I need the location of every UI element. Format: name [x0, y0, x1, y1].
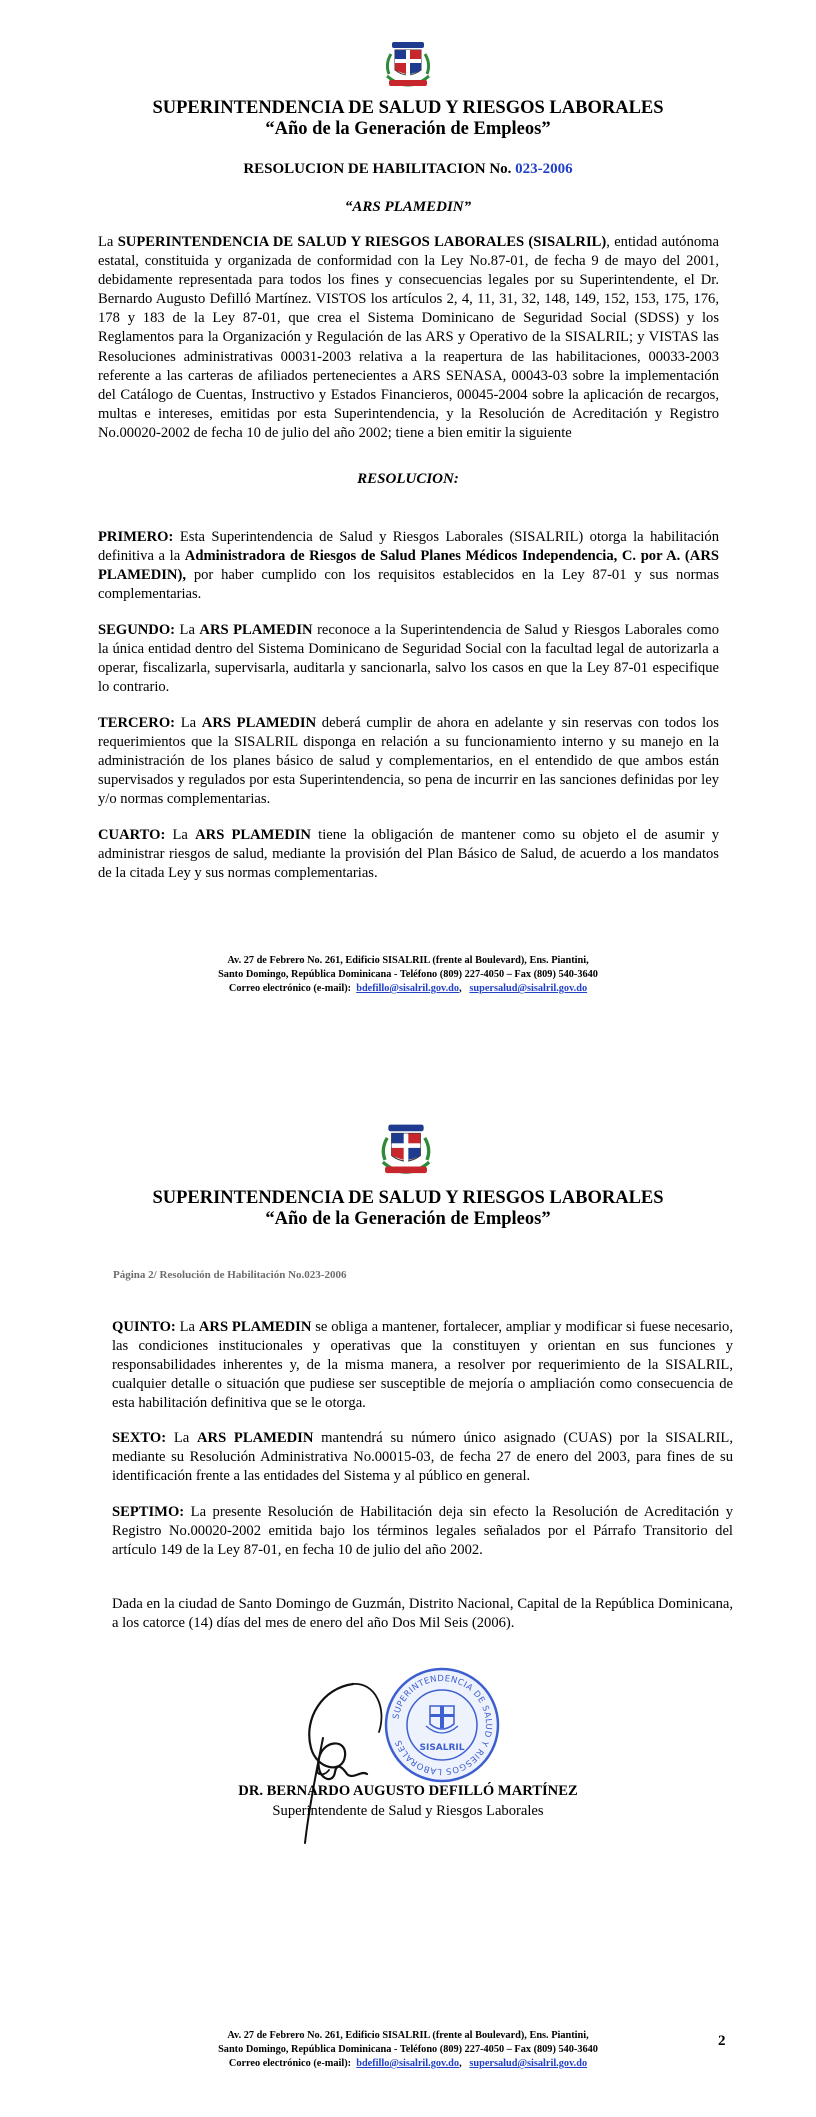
stamp-center-text: SISALRIL [419, 1743, 465, 1753]
article-text: La [175, 622, 200, 638]
page-reference: Página 2/ Resolución de Habilitación No.023-2006 [113, 1269, 347, 1281]
article-segundo [98, 621, 719, 697]
email-separator: , [459, 2058, 462, 2069]
article-text: tiene la obligación de mantener como su objeto el de asumir y administrar riesgos de salud, mediante la provisión del Plan Básico de Salud, de acuerdo a los mandatos de la citada Ley y sus normas complementarias. [98, 827, 719, 882]
footer-address: Av. 27 de Febrero No. 261, Edificio SISALRIL (frente al Boulevard), Ens. Piantini, [227, 955, 589, 966]
year-motto: “Año de la Generación de Empleos” [265, 1209, 551, 1229]
email-link-supersalud[interactable]: supersalud@sisalril.gov.do [469, 2058, 588, 2069]
resolution-subject: “ARS PLAMEDIN” [344, 199, 472, 215]
coat-of-arms-icon [381, 36, 435, 94]
footer-address: Av. 27 de Febrero No. 261, Edificio SISALRIL (frente al Boulevard), Ens. Piantini, [227, 2030, 589, 2041]
article-text: Esta Superintendencia de Salud y Riesgos Laborales (SISALRIL) otorga la habilitación definitiva a la [98, 529, 719, 565]
article-text: se obliga a mantener, fortalecer, ampliar y modificar si fuese necesario, las condiciones institucionales y operativas que la constituyen y orientan en sus funciones y responsabilidades inherentes y, de la misma manera, a resolver por requerimiento de la SISALRIL, cualquier detalle o situación que pudiese ser susceptible de mejoría o ampliación como consecuencia de esta habilitación definitiva que se le otorga. [112, 1319, 733, 1412]
email-separator: , [459, 983, 462, 994]
article-text: La [165, 827, 196, 843]
ars-name: ARS PLAMEDIN [198, 1319, 312, 1335]
coat-of-arms-icon [375, 1118, 437, 1182]
ars-name: ARS PLAMEDIN [199, 622, 313, 638]
footer-email-line [0, 982, 816, 996]
ars-name: ARS PLAMEDIN [196, 1430, 314, 1446]
article-text: La presente Resolución de Habilitación deja sin efecto la Resolución de Acreditación y Registro No.00020-2002 emitida bajo los términos legales señalados por el Párrafo Transitorio del artículo 149 de la Ley 87-01, en fecha 10 de julio del año 2002. [112, 1504, 733, 1559]
resolucion-heading: RESOLUCION: [357, 471, 459, 487]
organization-name: SUPERINTENDENCIA DE SALUD Y RIESGOS LABORALES [152, 98, 664, 118]
closing-paragraph: Dada en la ciudad de Santo Domingo de Guzmán, Distrito Nacional, Capital de la República Dominicana, a los catorce (14) días del mes de enero del año Dos Mil Seis (2006). [112, 1596, 733, 1632]
year-motto: “Año de la Generación de Empleos” [265, 119, 551, 139]
article-label: PRIMERO: [98, 529, 174, 545]
resolution-title [0, 161, 816, 178]
resolution-title-prefix: RESOLUCION DE HABILITACION No. [243, 161, 512, 177]
signatory-name: DR. BERNARDO AUGUSTO DEFILLÓ MARTÍNEZ [238, 1783, 578, 1799]
article-label: SEPTIMO: [112, 1504, 185, 1520]
article-text: mantendrá su número único asignado (CUAS) por la SISALRIL, mediante su Resolución Administrativa No.00015-03, de fecha 27 de enero del 2003, para fines de su identificación frente a las entidades del Sistema y al público en general. [112, 1430, 733, 1485]
page-2-footer [0, 2029, 816, 2071]
article-primero [98, 528, 719, 604]
email-link-bdefillo[interactable]: bdefillo@sisalril.gov.do [356, 983, 460, 994]
article-quinto [112, 1318, 733, 1413]
intro-body: , entidad autónoma estatal, constituida y organizada de conformidad con la Ley No.87-01, de fecha 9 de mayo del 2001, debidamente representada para todos los fines y consecuencias legales por su Superintendente, el Dr. Bernardo Augusto Defilló Martínez. VISTOS los artículos 2, 4, 11, 31, 32, 148, 149, 152, 153, 175, 176, 178 y 183 de la Ley 87-01, que crea el Sistema Dominicano de Seguridad Social (SDSS) y los Reglamentos para la Organización y Regulación de las ARS y Operativo de la SISALRIL; y VISTAS las Resoluciones administrativas 00031-2003 relativa a la reapertura de las habilitaciones, 00033-2003 referente a las carteras de afiliados pertenecientes a ARS SENASA, 00043-03 sobre la implementación del Catálogo de Cuentas, Instructivo y Estados Financieros, 00045-2004 sobre la aplicación de recargos, multas e intereses, emitidas por esta Superintendencia, y la Resolución de Acreditación y Registro No.00020-2002 de fecha 10 de julio del año 2002; tiene a bien emitir la siguiente [98, 234, 719, 441]
article-text: La [175, 1319, 199, 1335]
intro-lead: La [98, 234, 118, 250]
intro-paragraph [98, 233, 719, 443]
ars-name: ARS PLAMEDIN [195, 827, 311, 843]
article-text: La [166, 1430, 197, 1446]
article-label: SEXTO: [112, 1430, 167, 1446]
footer-email-label: Correo electrónico (e-mail): [228, 2058, 352, 2069]
article-sexto [112, 1429, 733, 1486]
footer-phone: Santo Domingo, República Dominicana - Teléfono (809) 227-4050 – Fax (809) 540-3640 [218, 2044, 598, 2055]
article-text: La [175, 715, 202, 731]
organization-name: SUPERINTENDENCIA DE SALUD Y RIESGOS LABORALES [152, 1188, 664, 1208]
page-number: 2 [718, 2033, 726, 2049]
article-text: por haber cumplido con los requisitos establecidos en la Ley 87-01 y sus normas complementarias. [98, 567, 719, 603]
email-link-bdefillo[interactable]: bdefillo@sisalril.gov.do [356, 2058, 460, 2069]
entity-name: Administradora de Riesgos de Salud Planes Médicos Independencia, C. por A. (ARS PLAMEDIN), [98, 548, 719, 584]
footer-email-line [0, 2057, 816, 2071]
footer-email-label: Correo electrónico (e-mail): [228, 983, 352, 994]
signature-icon [283, 1678, 403, 1848]
page-2 [0, 1058, 816, 2117]
intro-org-name: SUPERINTENDENCIA DE SALUD Y RIESGOS LABORALES (SISALRIL) [117, 234, 607, 250]
article-text: deberá cumplir de ahora en adelante y sin reservas con todos los requerimientos que la SISALRIL disponga en relación a su funcionamiento interno y su manejo en la administración de los planes básico de salud y complementarios, en el entendido de que ambos están supervisados y regulados por esta Superintendencia, so pena de incurrir en las sanciones definidas por ley y/o normas complementarias. [98, 715, 719, 808]
article-text: reconoce a la Superintendencia de Salud y Riesgos Laborales como la única entidad dentro del Sistema Dominicano de Seguridad Social con la facultad legal de autorizarla a operar, fiscalizarla, supervisarla, auditarla y sancionarla, salvo los casos en que la Ley 87-01 especifique lo contrario. [98, 622, 720, 696]
resolution-number: 023-2006 [515, 161, 573, 177]
article-label: SEGUNDO: [98, 622, 176, 638]
article-label: TERCERO: [98, 715, 176, 731]
article-label: CUARTO: [98, 827, 166, 843]
ars-name: ARS PLAMEDIN [201, 715, 317, 731]
email-link-supersalud[interactable]: supersalud@sisalril.gov.do [469, 983, 588, 994]
article-septimo [112, 1503, 733, 1560]
stamp-ring-text: SUPERINTENDENCIA DE SALUD Y RIESGOS LABORALES [391, 1673, 494, 1777]
page-1 [0, 0, 816, 1058]
article-label: QUINTO: [112, 1319, 176, 1335]
article-cuarto [98, 826, 719, 883]
page-1-footer [0, 954, 816, 996]
footer-phone: Santo Domingo, República Dominicana - Teléfono (809) 227-4050 – Fax (809) 540-3640 [218, 969, 598, 980]
signatory-title: Superintendente de Salud y Riesgos Laborales [272, 1803, 544, 1819]
article-tercero [98, 714, 719, 809]
